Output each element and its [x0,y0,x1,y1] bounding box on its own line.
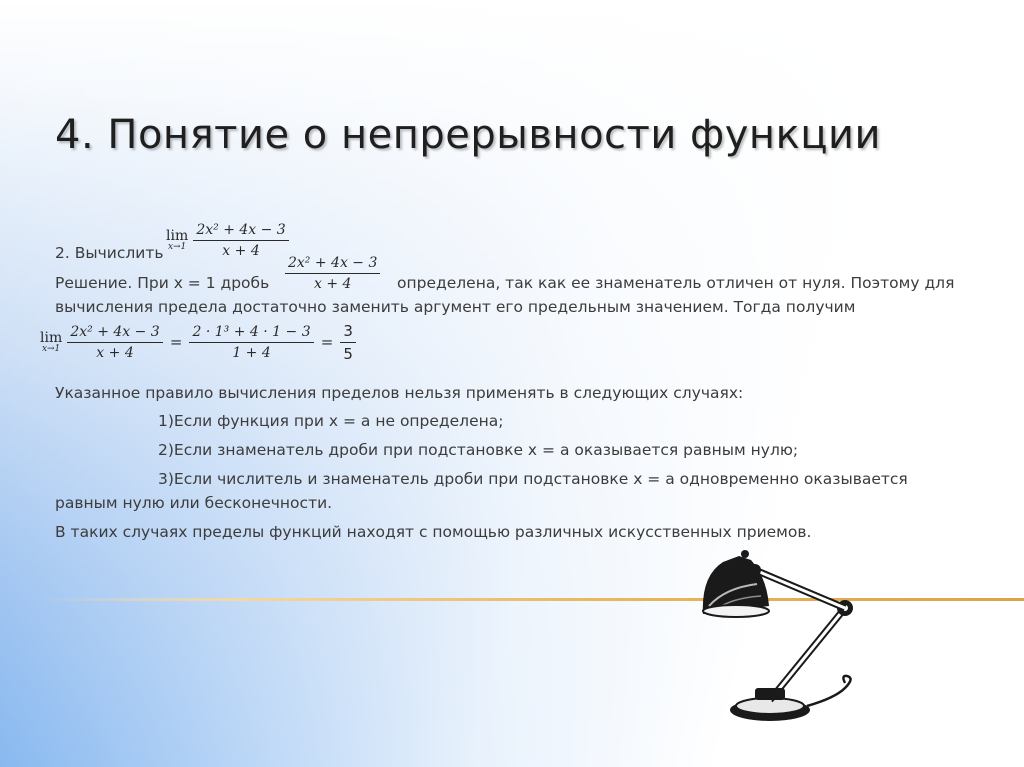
original-fraction: $\frac{\text{2x² + 4x − 3}}{x + 4}$ [67,324,162,361]
limit-operator: lim x→1 [40,330,63,354]
case-item: 1)Если функция при х = а не определена; [158,412,504,430]
case-continuation: равным нулю или бесконечности. [55,494,333,512]
conclusion: В таких случаях пределы функций находят с помощью различных искусственных приемов. [55,523,812,541]
substituted-fraction: $\frac{\text{2 · 1³ + 4 · 1 − 3}}{1 + 4}$ [189,324,313,361]
limit-operator: lim x→1 [166,228,189,252]
rule-intro: Указанное правило вычисления пределов нельзя применять в следующих случаях: [55,384,744,402]
limit-computation: lim x→1 $\frac{\text{2x² + 4x − 3}}{x + 4}$ = $\frac{\text{2 · 1³ + 4 · 1 − 3}}{1 + 4}$ = $\frac{3}{5}$ [40,322,356,363]
slide-title: 4. Понятие о непрерывности функции [55,112,881,158]
solution-line2: вычисления предела достаточно заменить аргумент его предельным значением. Тогда получим [55,298,856,316]
task-label: 2. Вычислить [55,244,164,262]
solution-part1: Решение. При х = 1 дробь [55,274,270,292]
solution-part2: определена, так как ее знаменатель отличен от нуля. Поэтому для [397,274,955,292]
case-item: 3)Если числитель и знаменатель дроби при подстановке х = а одновременно оказывается [158,470,908,488]
task-fraction: $\frac{\text{2x² + 4x − 3}}{x + 4}$ [193,222,288,259]
desk-lamp-icon [695,548,885,728]
case-item: 2)Если знаменатель дроби при подстановке х = а оказывается равным нулю; [158,441,799,459]
task-formula [166,222,289,259]
solution-fraction: $\frac{\text{2x² + 4x − 3}}{x + 4}$ [285,255,380,292]
result-fraction: $\frac{3}{5}$ [340,322,356,363]
